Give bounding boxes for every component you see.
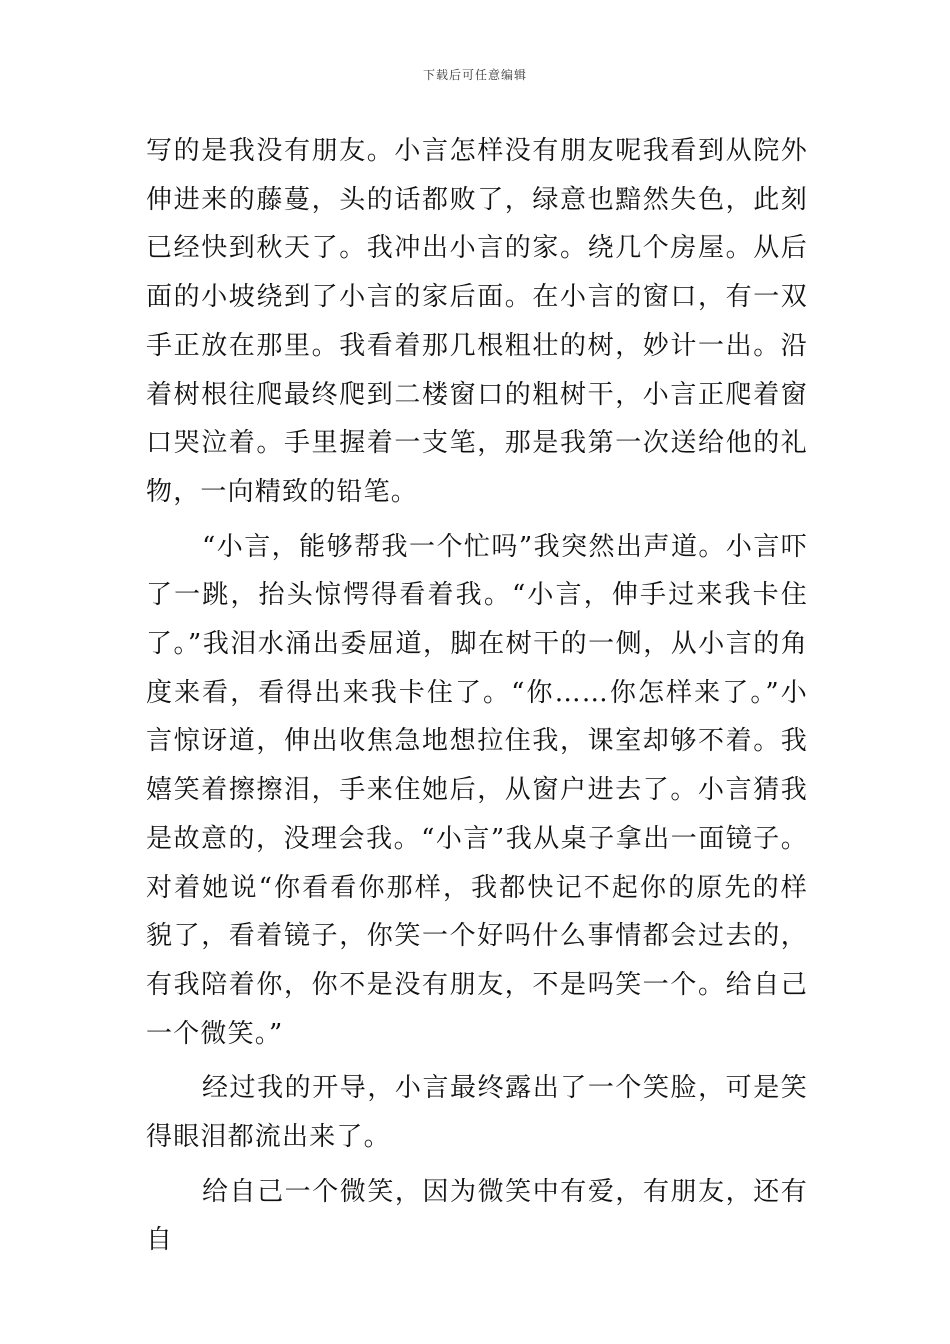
document-body [146,127,808,1265]
paragraph-1: 写的是我没有朋友。小言怎样没有朋友呢我看到从院外伸进来的藤蔓，头的话都败了，绿意也黯然失色，此刻已经快到秋天了。我冲出小言的家。绕几个房屋。从后面的小坡绕到了小言的家后面。在小言的窗口，有一双手正放在那里。我看着那几根粗壮的树，妙计一出。沿着树根往爬最终爬到二楼窗口的粗树干，小言正爬着窗口哭泣着。手里握着一支笔，那是我第一次送给他的礼物，一向精致的铅笔。 [146,136,808,507]
paragraph-3: 经过我的开导，小言最终露出了一个笑脸，可是笑得眼泪都流出来了。 [146,1073,808,1153]
paragraph-4: 给自己一个微笑，因为微笑中有爱，有朋友，还有自 [146,1176,808,1256]
paragraph-2: “小言，能够帮我一个忙吗”我突然出声道。小言吓了一跳，抬头惊愕得看着我。“小言，伸手过来我卡住了。”我泪水涌出委屈道，脚在树干的一侧，从小言的角度来看，看得出来我卡住了。“你……你怎样来了。”小言惊讶道，伸出收焦急地想拉住我，课室却够不着。我嬉笑着擦擦泪，手来住她后，从窗户进去了。小言猜我是故意的，没理会我。“小言”我从桌子拿出一面镜子。对着她说“你看看你那样，我都快记不起你的原先的样貌了，看着镜子，你笑一个好吗什么事情都会过去的，有我陪着你，你不是没有朋友，不是吗笑一个。给自己一个微笑。” [146,531,808,1049]
page-header: 下载后可任意编辑 [422,68,527,82]
